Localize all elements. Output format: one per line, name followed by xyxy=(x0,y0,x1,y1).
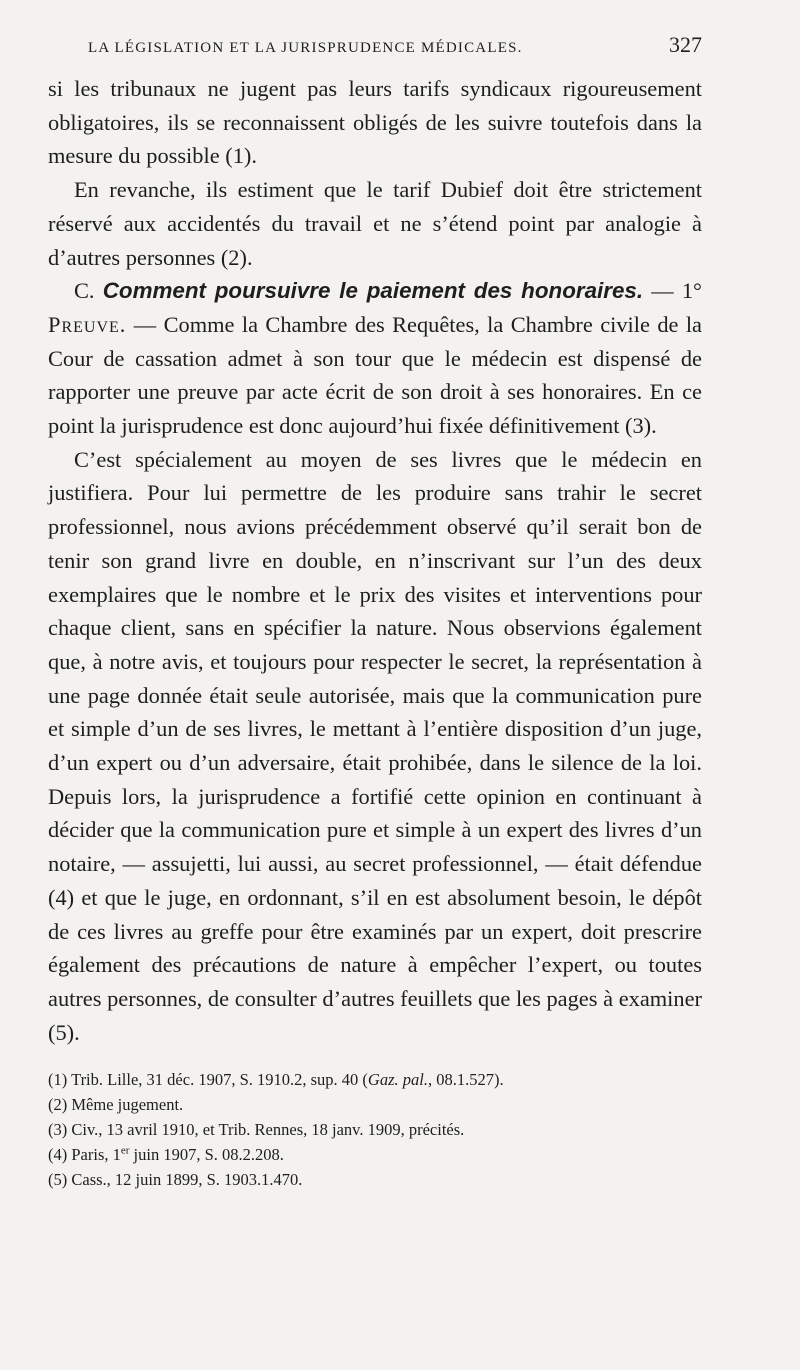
footnote-2: (2) Même jugement. xyxy=(48,1095,184,1115)
footnote-4 xyxy=(48,1142,702,1167)
footnote-3: (3) Civ., 13 avril 1910, et Trib. Rennes, 18 janv. 1909, précités. xyxy=(48,1120,465,1140)
footnote-1-ref: , 08.1.527). xyxy=(427,1070,504,1090)
paragraph-2: En revanche, ils estiment que le tarif Dubief doit être strictement réservé aux accidentés du travail et ne s’étend point par analogie à d’autres personnes (2). xyxy=(48,177,702,270)
running-title: LA LÉGISLATION ET LA JURISPRUDENCE MÉDICALES. xyxy=(88,40,523,56)
paragraph-3-text: — Comme la Chambre des Requêtes, la Chambre civile de la Cour de cassation admet à son tour que le médecin est dispensé de rapporter une preuve par acte écrit de son droit à ses honoraires. En ce point la jurisprudence est donc aujourd’hui fixée définitivement (3). xyxy=(48,311,702,439)
section-heading: Comment poursuivre le paiement des honoraires. xyxy=(102,278,644,304)
footnote-4-sup: er xyxy=(120,1144,130,1157)
running-header xyxy=(48,32,702,72)
footnote-4-ref: juin 1907, S. 08.2.208. xyxy=(129,1145,284,1165)
footnote-5: (5) Cass., 12 juin 1899, S. 1903.1.470. xyxy=(48,1170,303,1190)
footnotes xyxy=(48,1067,702,1192)
body-text xyxy=(48,72,702,1049)
page-number: 327 xyxy=(669,32,702,57)
paragraph-4: C’est spécialement au moyen de ses livres que le médecin en justifiera. Pour lui permettre de les produire sans trahir le secret professionnel, nous avions précédemment observé qu’il serait bon de tenir son grand livre en double, en n’inscrivant sur l’un des deux exemplaires que le nombre et le prix des visites et interventions pour chaque client, sans en spécifier la nature. Nous observions également que, à notre avis, et toujours pour respecter le secret, la représentation à une page donnée était seule autorisée, mais que la communication pure et simple d’un de ses livres, le mettant à l’entière disposition d’un juge, d’un expert ou d’un adversaire, était prohibée, dans le silence de la loi. Depuis lors, la jurisprudence a fortifié cette opinion en continuant à décider que la communication pure et simple à un expert des livres d’un notaire, — assujetti, lui aussi, au secret professionnel, — était défendue (4) et que le juge, en ordonnant, s’il en est absolument besoin, le dépôt de ces livres au greffe pour être examinés par un expert, doit prescrire également des précautions de nature à empêcher l’expert, ou toutes autres personnes, de consulter d’autres feuillets que les pages à examiner (5). xyxy=(48,446,702,1045)
heading-dash: — 1° xyxy=(643,278,702,304)
footnote-1-text: (1) Trib. Lille, 31 déc. 1907, S. 1910.2, sup. 40 ( xyxy=(48,1070,368,1090)
footnote-1-journal: Gaz. pal. xyxy=(367,1070,428,1090)
paragraph-3 xyxy=(48,274,702,443)
footnote-1 xyxy=(48,1067,702,1092)
document-page xyxy=(48,32,702,1192)
subsection-heading: Preuve. xyxy=(48,311,127,337)
footnote-4-text: (4) Paris, 1 xyxy=(48,1145,121,1165)
section-label: C. xyxy=(74,278,95,304)
paragraph-1: si les tribunaux ne jugent pas leurs tarifs syndicaux rigoureusement obligatoires, ils se reconnaissent obligés de les suivre toutefois dans la mesure du possible (1). xyxy=(48,76,702,169)
